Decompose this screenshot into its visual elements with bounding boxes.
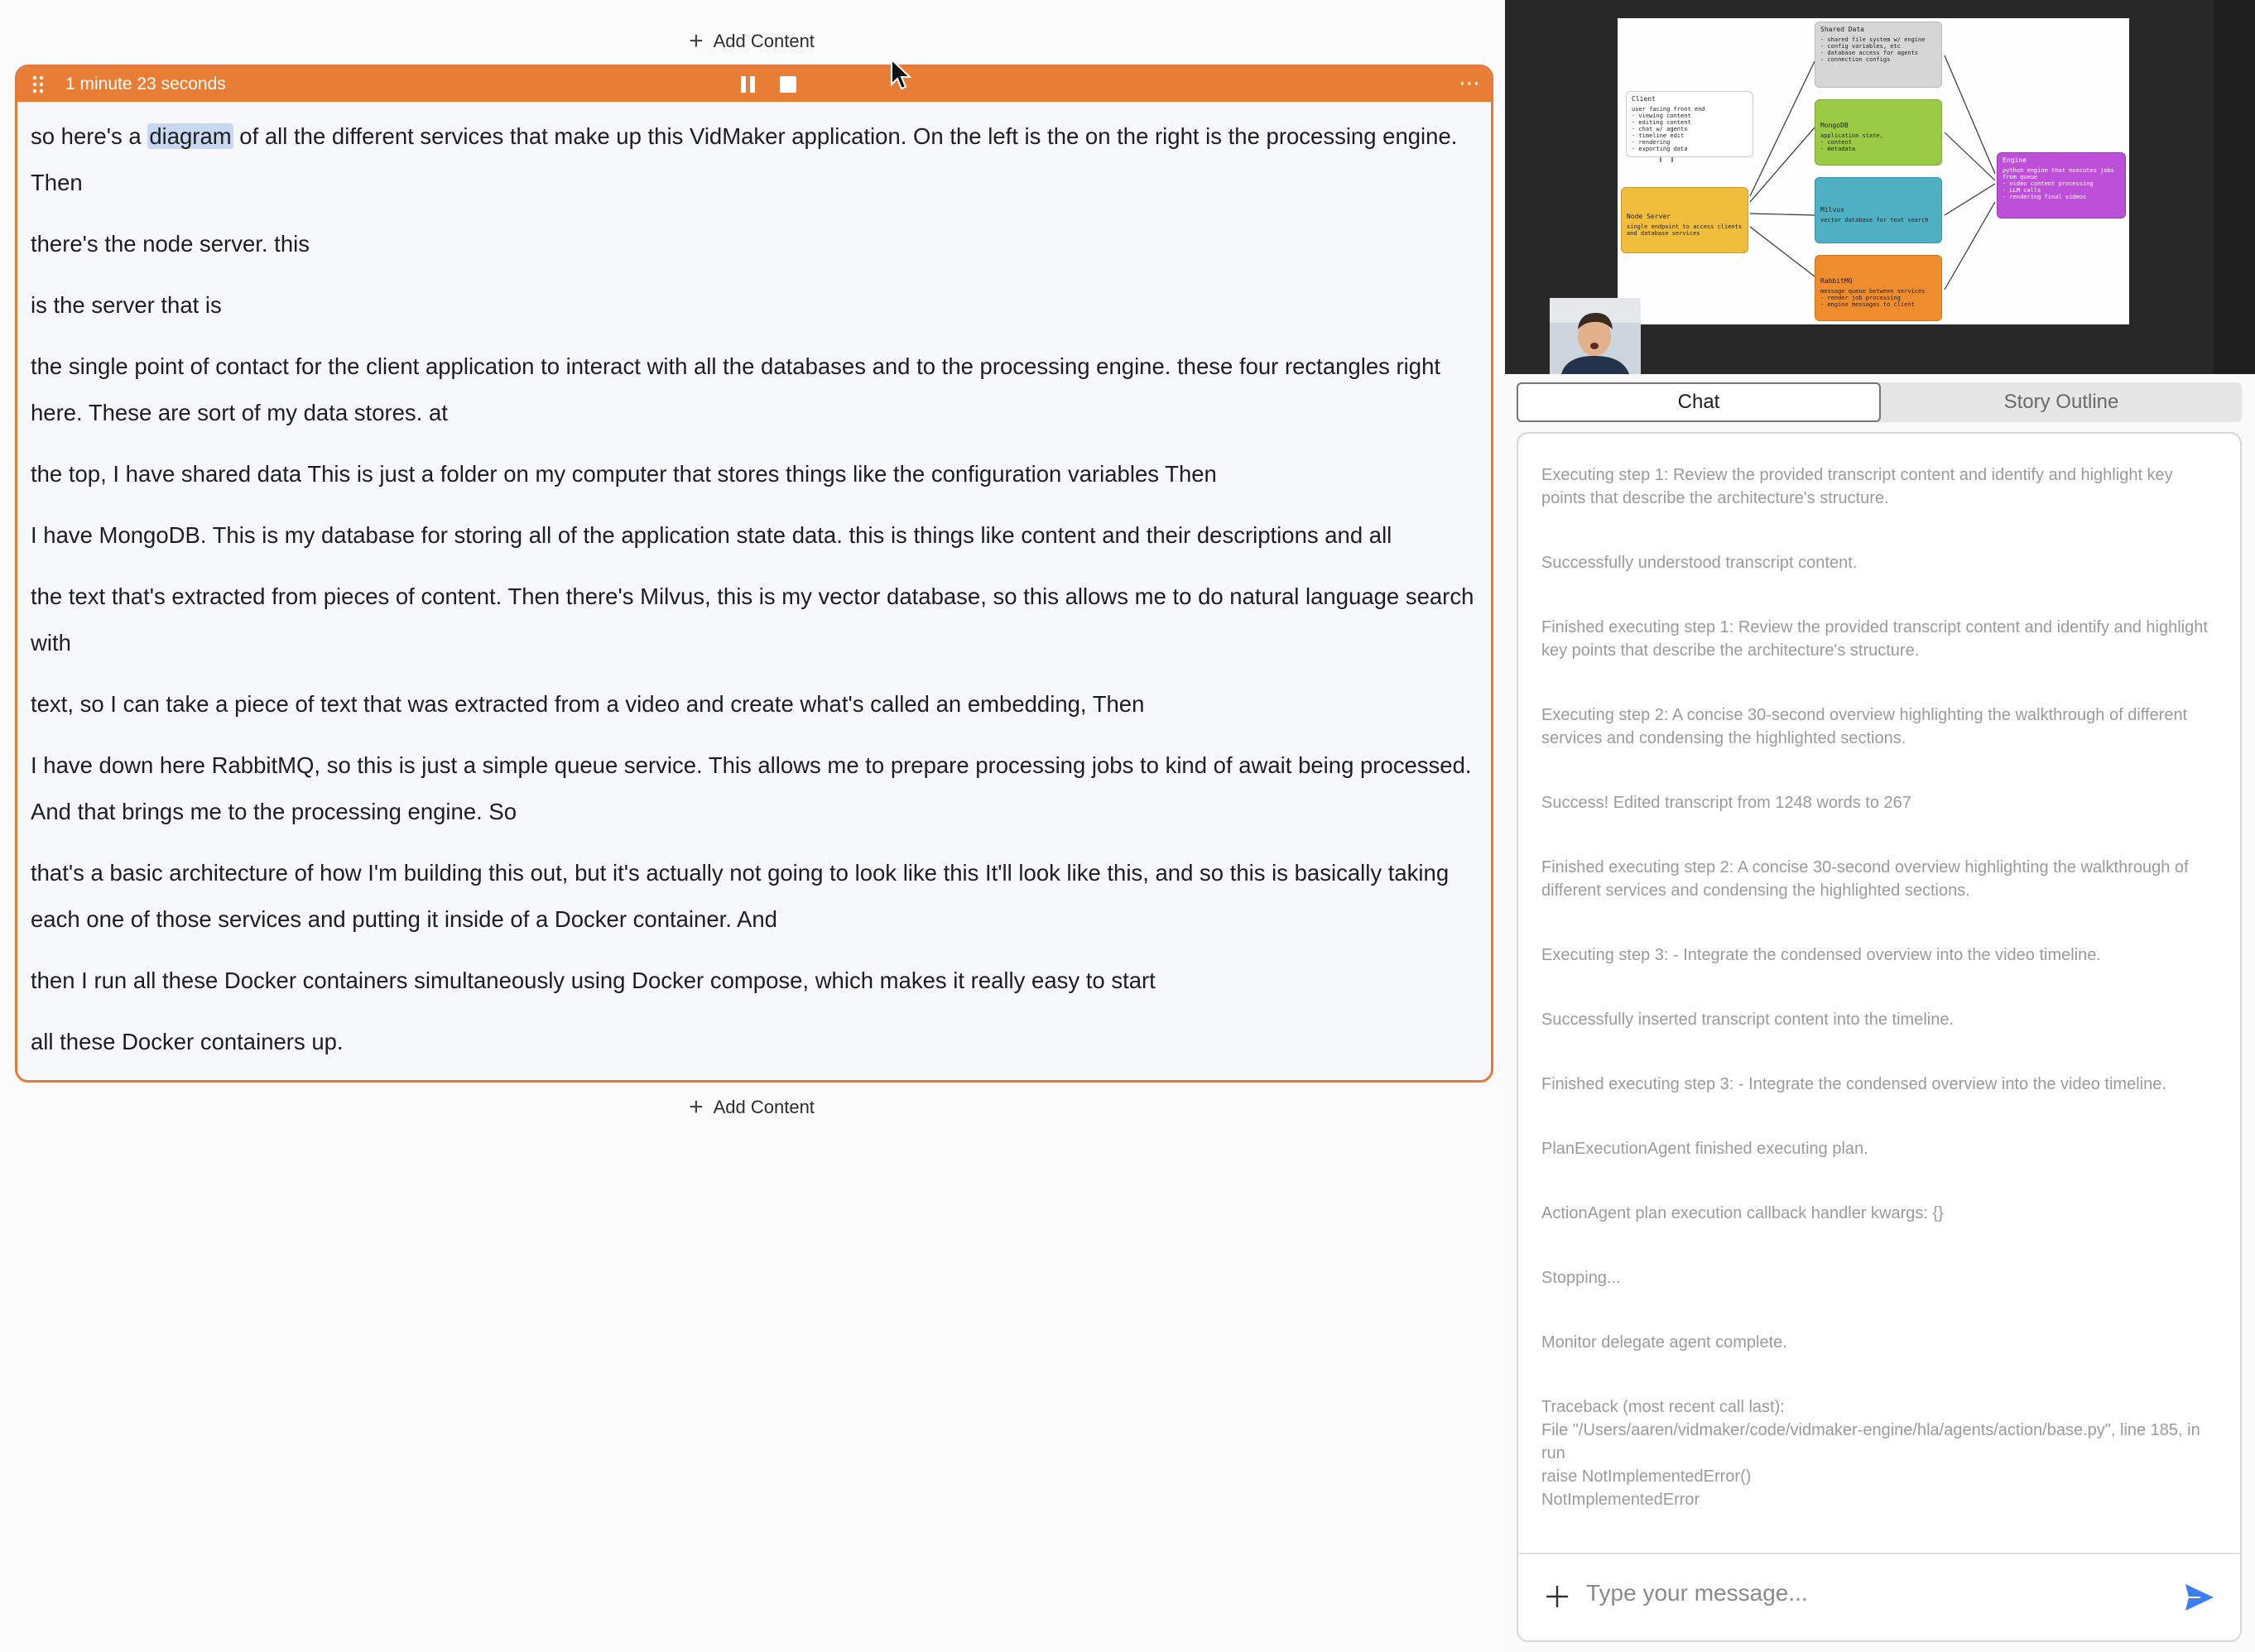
clip-duration: 1 minute 23 seconds — [65, 74, 226, 94]
clip-header — [17, 67, 1491, 102]
milvus-box: Milvus vector database for text search — [1815, 177, 1942, 243]
plus-icon[interactable] — [1543, 1582, 1571, 1611]
engine-box: Engine python engine that executes jobs from queue - video content processing - LLM calls - rendering final videos — [1997, 152, 2126, 219]
chat-message: Monitor delegate agent complete. — [1541, 1333, 1787, 1352]
shared-data-box: Shared Data - shared file system w/ engine - config variables, etc - database access for agents - connection configs — [1815, 22, 1942, 88]
tab-story-outline[interactable]: Story Outline — [2003, 391, 2119, 413]
video-scrollbar[interactable] — [2214, 0, 2255, 374]
playback-controls — [738, 74, 799, 95]
chat-message: Successfully inserted transcript content into the timeline. — [1541, 1011, 1954, 1029]
chat-message: Executing step 1: Review the provided transcript content and identify and highlight key points that describe the architecture's structure. — [1541, 466, 2173, 507]
transcript-body[interactable] — [17, 102, 1491, 1065]
plus-icon: + — [689, 27, 704, 55]
message-composer — [1518, 1553, 2240, 1640]
webcam-overlay — [1550, 298, 1641, 374]
transcript-paragraph: text, so I can take a piece of text that was extracted from a video and create what's called an embedding, Then — [31, 691, 1145, 717]
chat-panel — [1517, 432, 2242, 1642]
chat-message: Finished executing step 3: - Integrate the condensed overview into the video timeline. — [1541, 1075, 2166, 1093]
send-icon[interactable] — [2184, 1582, 2215, 1612]
more-options-icon[interactable]: ⋯ — [1459, 70, 1481, 95]
chat-message: Stopping... — [1541, 1269, 1621, 1287]
transcript-paragraph: I have down here RabbitMQ, so this is just a simple queue service. This allows me to prepare processing jobs to kind of await being processed. And that brings me to the processing engine. So — [31, 752, 1472, 824]
transcript-paragraph: the top, I have shared data This is just a folder on my computer that stores things like the configuration variables Then — [31, 461, 1217, 487]
stop-icon[interactable] — [777, 74, 799, 95]
video-preview[interactable] — [1505, 0, 2255, 374]
chat-message: Executing step 2: A concise 30-second overview highlighting the walkthrough of different services and condensing the highlighted sections. — [1541, 706, 2188, 747]
transcript-paragraph: then I run all these Docker containers simultaneously using Docker compose, which makes it really easy to start — [31, 968, 1156, 993]
add-content-button-bottom[interactable] — [0, 1091, 1503, 1124]
chat-message: Success! Edited transcript from 1248 words to 267 — [1541, 794, 1911, 812]
chat-messages[interactable] — [1518, 434, 2240, 1554]
add-content-label: Add Content — [713, 31, 815, 51]
chat-message: ActionAgent plan execution callback handler kwargs: {} — [1541, 1204, 1944, 1222]
traceback-message: Traceback (most recent call last): File "/Users/aaren/vidmaker/code/vidmaker-engine/hla/agents/action/base.py", line 185, in run raise NotImplementedError() NotImplementedError — [1541, 1398, 2200, 1509]
message-input[interactable] — [1586, 1573, 2166, 1614]
chat-message: Executing step 3: - Integrate the condensed overview into the video timeline. — [1541, 946, 2101, 964]
add-content-label: Add Content — [713, 1097, 815, 1117]
sidebar-pane — [1503, 0, 2255, 1652]
presenter-avatar-icon — [1550, 298, 1641, 374]
transcript-paragraph: that's a basic architecture of how I'm building this out, but it's actually not going to look like this It'll look like this, and so this is basically taking each one of those services and putting it inside of a Docker container. And — [31, 860, 1450, 932]
add-content-button-top[interactable] — [0, 25, 1503, 58]
architecture-diagram-slide — [1618, 18, 2129, 324]
transcript-paragraph: I have MongoDB. This is my database for storing all of the application state data. this is things like content and their descriptions and all — [31, 522, 1392, 548]
mouse-pointer-icon — [889, 58, 914, 93]
transcript-paragraph: is the server that is — [31, 292, 222, 318]
drag-handle-icon[interactable] — [26, 75, 50, 94]
client-box: Client user facing front end - viewing content - editing content - chat w/ agents - timeline edit - rendering - exporting data — [1626, 91, 1753, 157]
transcript-paragraph: all these Docker containers up. — [31, 1029, 344, 1054]
video-frame — [1505, 0, 2214, 374]
rabbitmq-box: RabbitMQ message queue between services - render job processing - engine messages to client — [1815, 255, 1942, 321]
chat-message: Finished executing step 2: A concise 30-second overview highlighting the walkthrough of different services and condensing the highlighted sections. — [1541, 858, 2189, 900]
transcript-paragraph: the text that's extracted from pieces of content. Then there's Milvus, this is my vector database, so this allows me to do natural language search with — [31, 583, 1474, 656]
pause-icon[interactable] — [738, 74, 759, 95]
mongodb-box: MongoDB application state, - content - metadata — [1815, 99, 1942, 166]
chat-message: Finished executing step 1: Review the provided transcript content and identify and highlight key points that describe the architecture's structure. — [1541, 618, 2208, 660]
plus-icon: + — [689, 1093, 704, 1121]
chat-message: Successfully understood transcript content. — [1541, 554, 1858, 572]
transcript-paragraph: so here's a diagram of all the different services that make up this VidMaker application. On the left is the on the right is the processing engine. Then — [31, 123, 1458, 195]
sidebar-tabs — [1517, 382, 2242, 422]
highlighted-word[interactable]: diagram — [149, 123, 232, 149]
tab-chat[interactable]: Chat — [1517, 382, 1881, 422]
transcript-paragraph: there's the node server. this — [31, 231, 310, 257]
transcript-paragraph: the single point of contact for the client application to interact with all the databases and to the processing engine. these four rectangles right here. These are sort of my data stores. at — [31, 353, 1440, 425]
transcript-clip-card[interactable] — [15, 65, 1493, 1083]
node-server-box: Node Server single endpoint to access clients and database services — [1621, 187, 1748, 253]
chat-message: PlanExecutionAgent finished executing plan. — [1541, 1140, 1868, 1158]
